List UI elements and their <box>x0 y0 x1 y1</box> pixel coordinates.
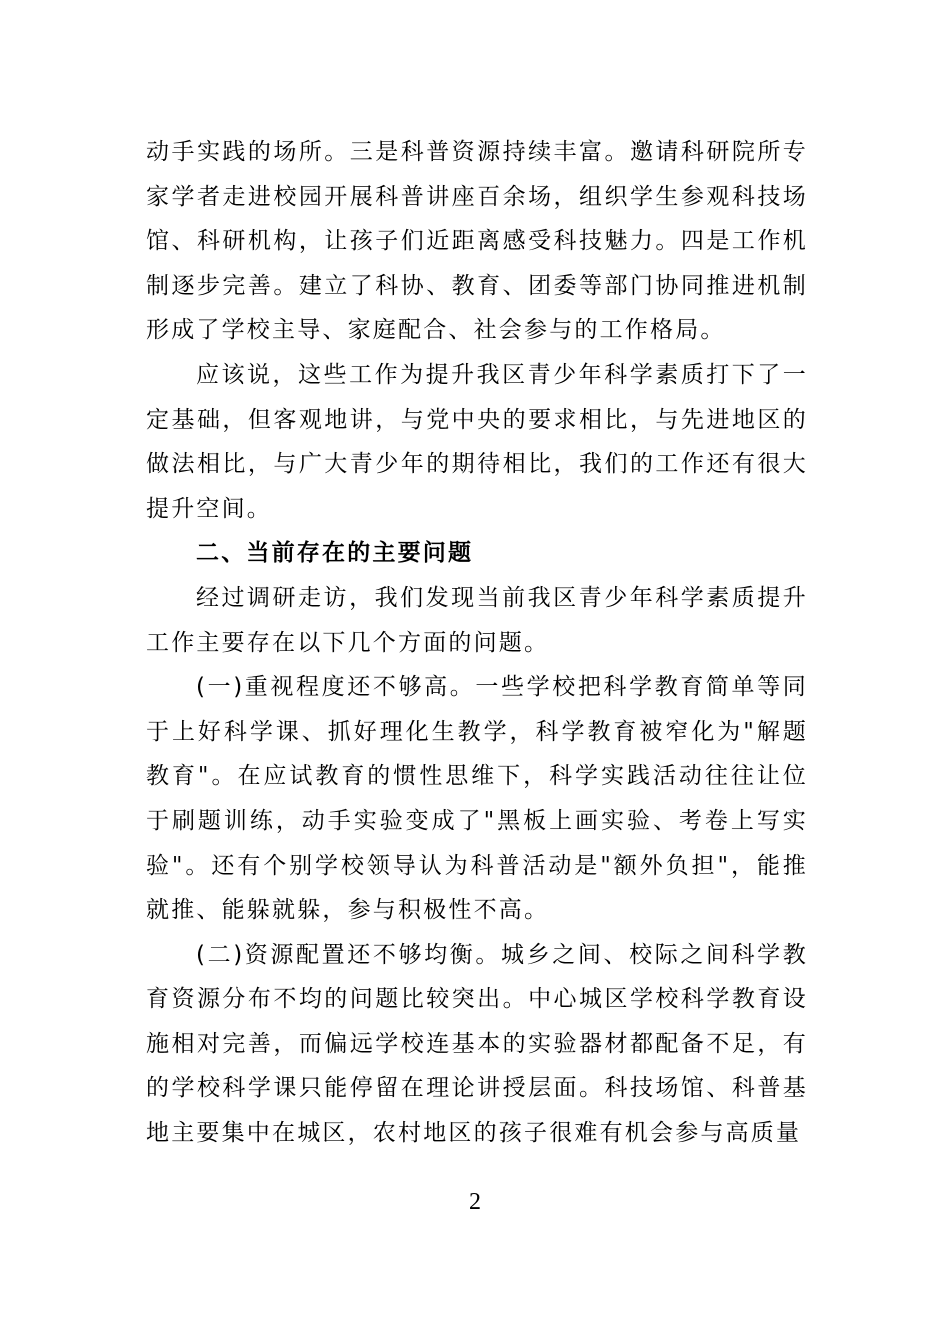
problem-two-title: (二)资源配置还不够均衡。 <box>196 941 501 968</box>
document-body <box>146 130 808 1156</box>
problem-one-title: (一)重视程度还不够高。 <box>196 674 476 701</box>
paragraph-summary: 应该说，这些工作为提升我区青少年科学素质打下了一定基础，但客观地讲，与党中央的要求相比，与先进地区的做法相比，与广大青少年的期待相比，我们的工作还有很大提升空间。 <box>146 361 808 522</box>
problem-two-text: 城乡之间、校际之间科学教育资源分布不均的问题比较突出。中心城区学校科学教育设施相对完善，而偏远学校连基本的实验器材都配备不足，有的学校科学课只能停留在理论讲授层面。科技场馆、科普基地主要集中在城区，农村地区的孩子很难有机会参与高质量 <box>146 941 809 1147</box>
paragraph-problem-two <box>146 933 808 1156</box>
paragraph-problem-one <box>146 665 808 933</box>
problem-one-text: 一些学校把科学教育简单等同于上好科学课、抓好理化生教学，科学教育被窄化为"解题教育"。在应试教育的惯性思维下，科学实践活动往往让位于刷题训练，动手实验变成了"黑板上画实验、考卷上写实验"。还有个别学校领导认为科普活动是"额外负担"，能推就推、能躲就躲，参与积极性不高。 <box>146 674 808 924</box>
section-heading-problems: 二、当前存在的主要问题 <box>196 540 474 567</box>
page-number: 2 <box>469 1189 481 1215</box>
paragraph-problems-intro: 经过调研走访，我们发现当前我区青少年科学素质提升工作主要存在以下几个方面的问题。 <box>146 584 808 656</box>
paragraph-achievements: 动手实践的场所。三是科普资源持续丰富。邀请科研院所专家学者走进校园开展科普讲座百余场，组织学生参观科技场馆、科研机构，让孩子们近距离感受科技魅力。四是工作机制逐步完善。建立了科协、教育、团委等部门协同推进机制形成了学校主导、家庭配合、社会参与的工作格局。 <box>146 139 808 344</box>
